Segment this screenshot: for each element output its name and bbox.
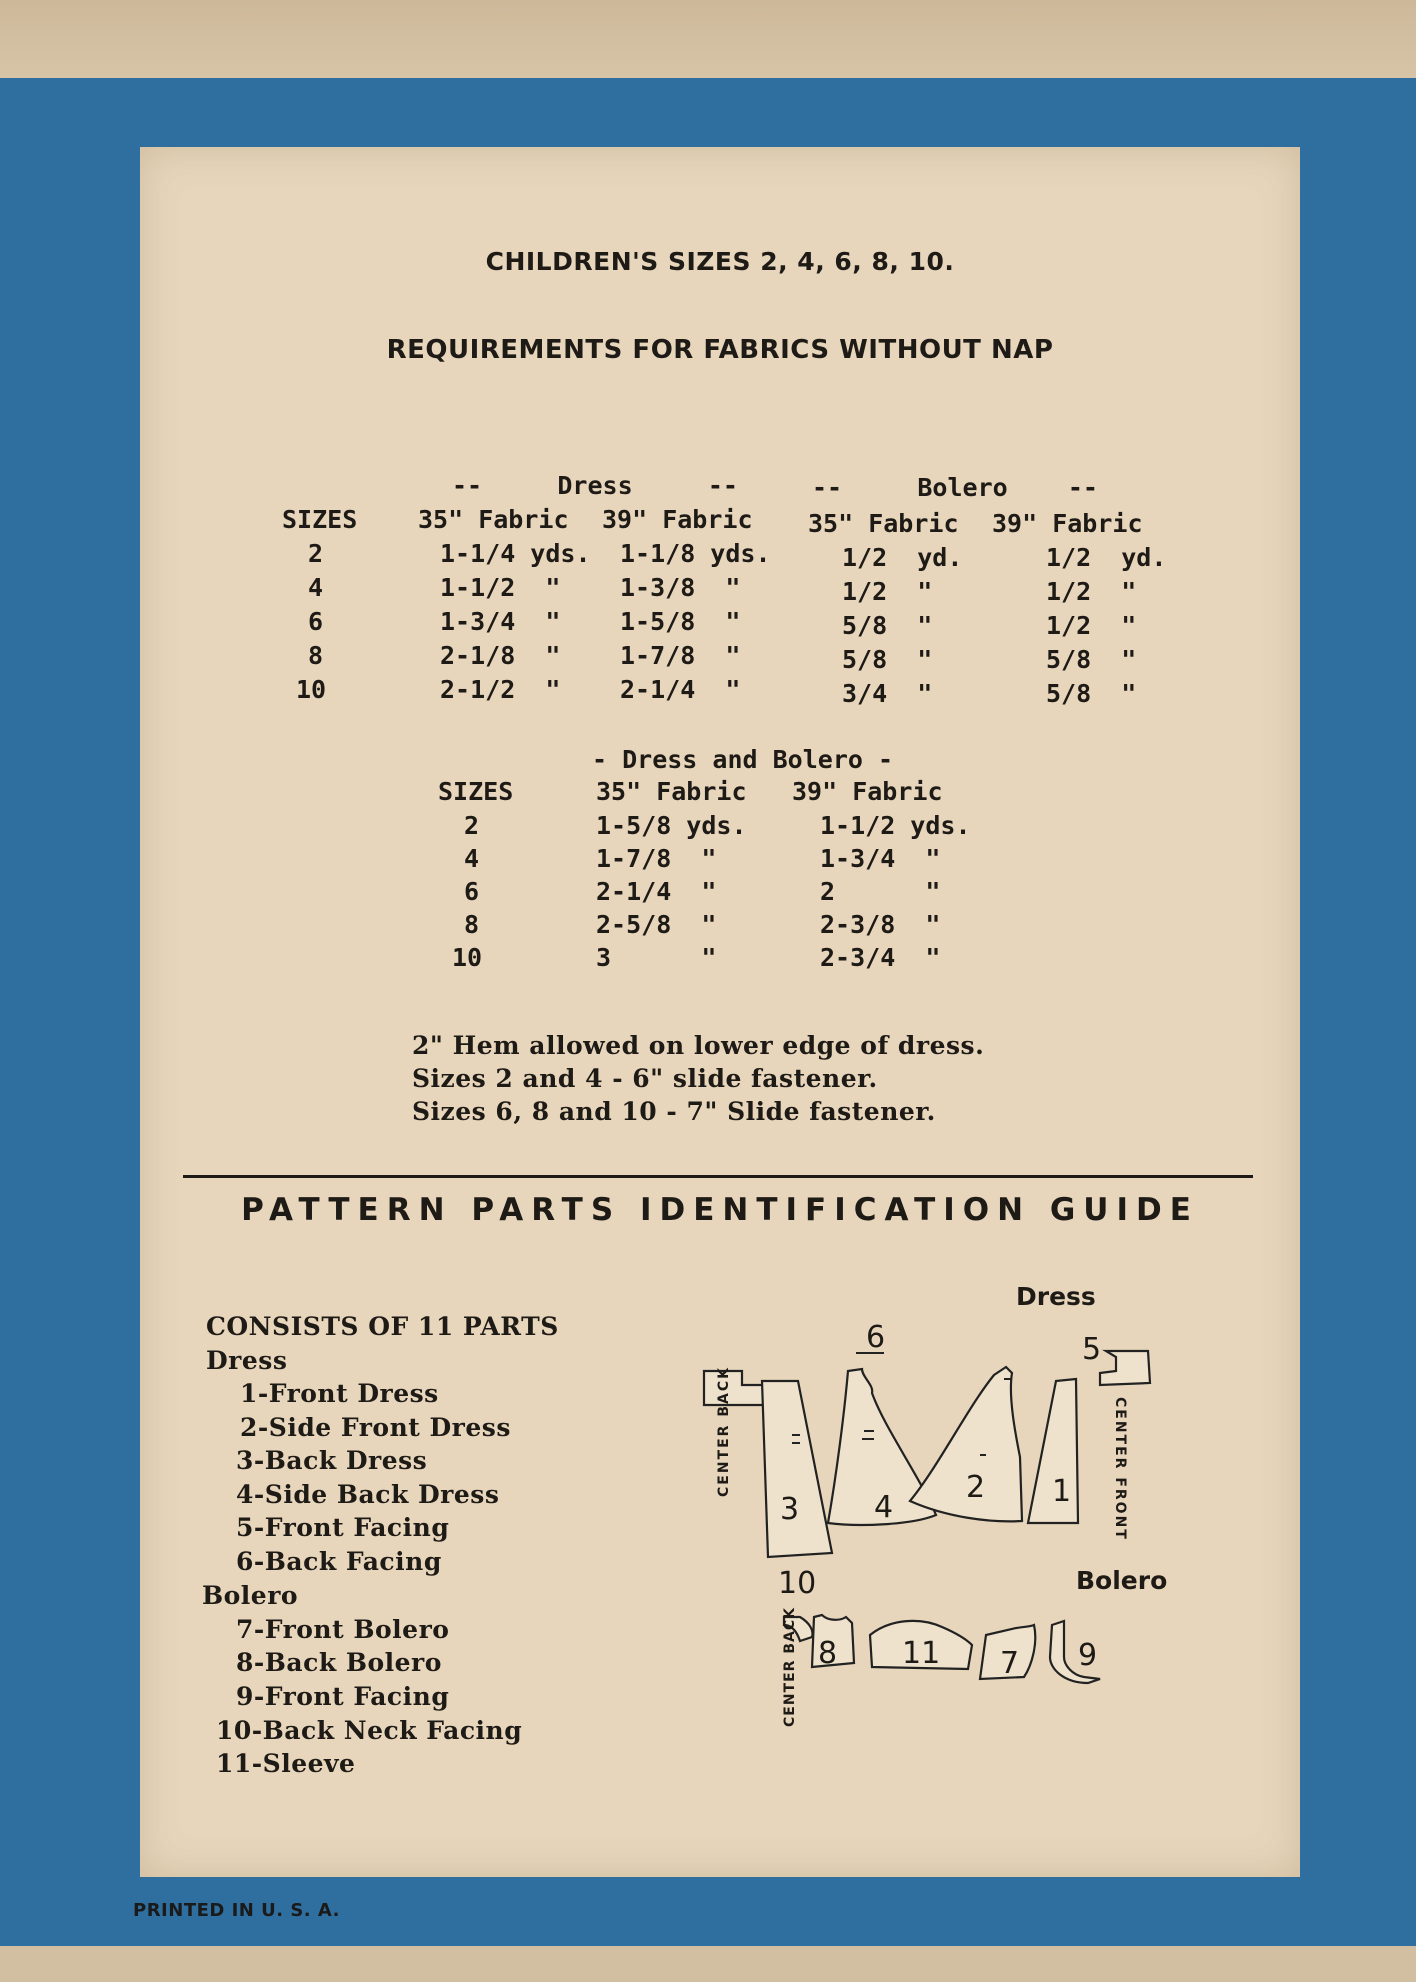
list-item: 3-Back Dress (236, 1446, 428, 1475)
size-cell: 4 (308, 573, 324, 602)
divider-rule (183, 1175, 1253, 1178)
combined-35-cell: 2-5/8 " (596, 910, 717, 939)
dress-39-cell: 1-7/8 " (620, 641, 741, 670)
size-cell: 8 (308, 641, 324, 670)
bolero-35-cell: 1/2 yd. (842, 543, 963, 572)
bolero-39-cell: 1/2 " (1046, 577, 1137, 606)
piece-number: 4 (874, 1490, 894, 1525)
piece-number: 6 (866, 1320, 886, 1355)
dress-35-cell: 1-1/4 yds. (440, 539, 591, 568)
center-front-label: CENTER FRONT (1112, 1397, 1128, 1541)
piece-2-side-front-dress (910, 1367, 1022, 1521)
center-back-label: CENTER BACK (716, 1366, 732, 1497)
combined-39-cell: 2 " (820, 877, 941, 906)
size-cell: 2 (308, 539, 324, 568)
combined-35-cell: 1-5/8 yds. (596, 811, 747, 840)
piece-11-sleeve (870, 1621, 972, 1671)
piece-8-back-bolero (782, 1607, 854, 1727)
bolero-35-cell: 5/8 " (842, 611, 933, 640)
bolero-39-cell: 5/8 " (1046, 645, 1137, 674)
combined-35-cell: 2-1/4 " (596, 877, 717, 906)
piece-number: 2 (966, 1470, 986, 1505)
dress-39-cell: 1-3/8 " (620, 573, 741, 602)
bolero-diagram-title: Bolero (1076, 1566, 1168, 1595)
bolero-39-cell: 5/8 " (1046, 679, 1137, 708)
dress-35-cell: 2-1/8 " (440, 641, 561, 670)
bolero-35-cell: 1/2 " (842, 577, 933, 606)
bolero-39-cell: 1/2 " (1046, 611, 1137, 640)
page-bottom-edge (0, 1946, 1416, 1982)
list-item: 8-Back Bolero (236, 1648, 442, 1677)
piece-number: 1 (1052, 1474, 1072, 1509)
list-item: 9-Front Facing (236, 1682, 450, 1711)
col-bolero-35: 35" Fabric (808, 509, 959, 538)
size-cell: 10 (452, 943, 483, 972)
sizes-title: CHILDREN'S SIZES 2, 4, 6, 8, 10. (485, 247, 955, 276)
dress-39-cell: 1-5/8 " (620, 607, 741, 636)
dress-35-cell: 1-1/2 " (440, 573, 561, 602)
bolero-35-cell: 3/4 " (842, 679, 933, 708)
piece-number: 11 (902, 1636, 941, 1671)
piece-5-front-facing (1082, 1332, 1150, 1541)
combined-39-cell: 2-3/4 " (820, 943, 941, 972)
piece-number: 10 (778, 1566, 817, 1601)
piece-7-front-bolero (980, 1625, 1035, 1681)
size-cell: 2 (464, 811, 480, 840)
piece-number: 8 (818, 1636, 838, 1671)
col-combined-35: 35" Fabric (596, 777, 747, 806)
dress-diagram-title: Dress (1016, 1287, 1096, 1311)
requirements-title: REQUIREMENTS FOR FABRICS WITHOUT NAP (386, 335, 1054, 365)
piece-9-front-facing (1050, 1621, 1100, 1683)
combined-35-cell: 3 " (596, 943, 717, 972)
size-cell: 10 (296, 675, 327, 704)
piece-number: 3 (780, 1492, 800, 1527)
bolero-35-cell: 5/8 " (842, 645, 933, 674)
instruction-panel (140, 147, 1300, 1877)
combined-39-cell: 1-3/4 " (820, 844, 941, 873)
piece-number: 7 (1000, 1646, 1020, 1681)
col-sizes: SIZES (282, 505, 358, 534)
note-fastener-small: Sizes 2 and 4 - 6" slide fastener. (412, 1064, 878, 1093)
size-cell: 8 (464, 910, 480, 939)
bolero-parts-label: Bolero (202, 1581, 299, 1610)
list-item: 4-Side Back Dress (236, 1480, 500, 1509)
list-item: 10-Back Neck Facing (216, 1716, 523, 1745)
group-combined-label: - Dress and Bolero - (592, 745, 894, 774)
bolero-39-cell: 1/2 yd. (1046, 543, 1167, 572)
combined-39-cell: 2-3/8 " (820, 910, 941, 939)
printed-in-usa: PRINTED IN U. S. A. (133, 1900, 341, 1921)
piece-number: 5 (1082, 1332, 1102, 1367)
group-dress-label: -- Dress -- (452, 471, 738, 500)
size-cell: 6 (464, 877, 480, 906)
list-item: 7-Front Bolero (236, 1615, 450, 1644)
center-back-label: CENTER BACK (782, 1607, 798, 1727)
col-dress-39: 39" Fabric (602, 505, 753, 534)
size-cell: 4 (464, 844, 480, 873)
note-hem: 2" Hem allowed on lower edge of dress. (412, 1031, 985, 1060)
list-item: 5-Front Facing (236, 1513, 450, 1542)
col-combined-39: 39" Fabric (792, 777, 943, 806)
col-dress-35: 35" Fabric (418, 505, 569, 534)
col-sizes: SIZES (438, 777, 514, 806)
dress-parts-label: Dress (206, 1346, 288, 1375)
dress-39-cell: 1-1/8 yds. (620, 539, 771, 568)
list-item: 11-Sleeve (216, 1749, 356, 1778)
col-bolero-39: 39" Fabric (992, 509, 1143, 538)
dress-35-cell: 2-1/2 " (440, 675, 561, 704)
dress-35-cell: 1-3/4 " (440, 607, 561, 636)
consists-label: CONSISTS OF 11 PARTS (206, 1312, 559, 1341)
guide-heading: PATTERN PARTS IDENTIFICATION GUIDE (241, 1192, 1199, 1228)
size-cell: 6 (308, 607, 324, 636)
list-item: 6-Back Facing (236, 1547, 442, 1576)
group-bolero-label: -- Bolero -- (812, 473, 1098, 502)
pattern-diagram (680, 1287, 1280, 1807)
piece-1-front-dress (1028, 1379, 1078, 1523)
list-item: 1-Front Dress (240, 1379, 439, 1408)
list-item: 2-Side Front Dress (240, 1413, 511, 1442)
combined-35-cell: 1-7/8 " (596, 844, 717, 873)
page-top-edge (0, 0, 1416, 78)
note-fastener-large: Sizes 6, 8 and 10 - 7" Slide fastener. (412, 1097, 936, 1126)
piece-number: 9 (1078, 1638, 1098, 1673)
combined-39-cell: 1-1/2 yds. (820, 811, 971, 840)
dress-39-cell: 2-1/4 " (620, 675, 741, 704)
